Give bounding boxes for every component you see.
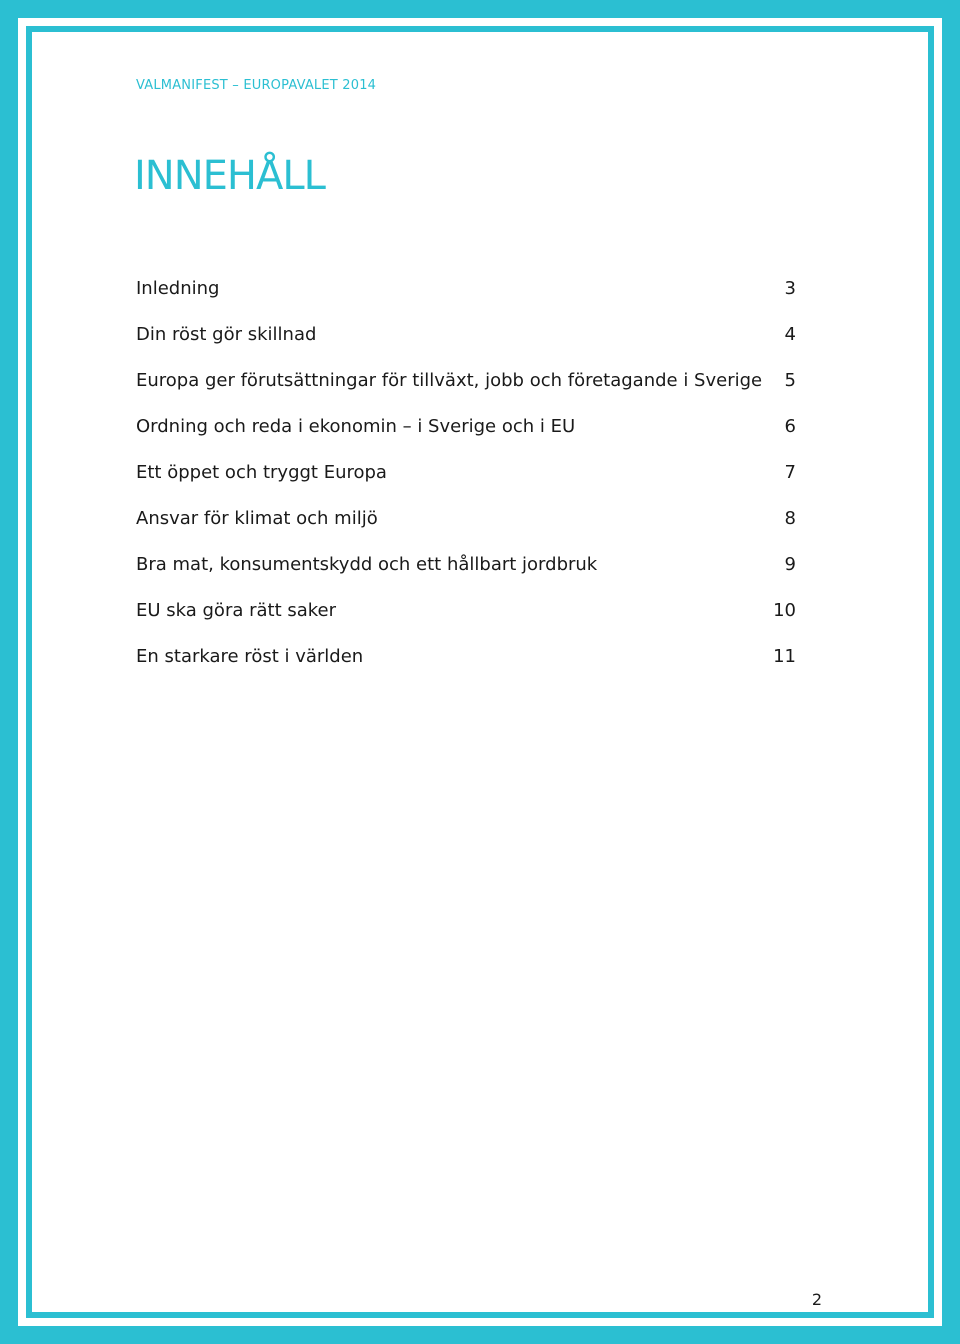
table-of-contents [136,274,796,688]
toc-entry-din-rost[interactable] [136,320,796,366]
toc-entry-europa-tillvaxt[interactable] [136,366,796,412]
document-header: VALMANIFEST – EUROPAVALET 2014 [136,78,377,93]
toc-entry-page: 9 [784,554,796,575]
page-number: 2 [811,1290,822,1309]
page-title: INNEHÅLL [134,153,325,199]
toc-entry-title: En starkare röst i världen [136,646,364,667]
toc-entry-inledning[interactable] [136,274,796,320]
toc-entry-page: 4 [784,324,796,345]
toc-entry-page: 5 [784,370,796,391]
toc-entry-page: 6 [784,416,796,437]
toc-entry-title: Inledning [136,278,220,299]
toc-entry-title: EU ska göra rätt saker [136,600,337,621]
toc-entry-title: Ordning och reda i ekonomin – i Sverige och i EU [136,416,576,437]
toc-entry-title: Bra mat, konsumentskydd och ett hållbart jordbruk [136,554,598,575]
toc-entry-title: Europa ger förutsättningar för tillväxt, jobb och företagande i Sverige [136,370,763,391]
toc-entry-page: 7 [784,462,796,483]
toc-entry-oppet-europa[interactable] [136,458,796,504]
toc-entry-klimat-miljo[interactable] [136,504,796,550]
toc-entry-rost-varlden[interactable] [136,642,796,688]
toc-entry-page: 10 [773,600,796,621]
toc-entry-ratt-saker[interactable] [136,596,796,642]
toc-entry-ekonomin[interactable] [136,412,796,458]
toc-entry-title: Din röst gör skillnad [136,324,317,345]
toc-entry-page: 11 [773,646,796,667]
toc-entry-title: Ett öppet och tryggt Europa [136,462,387,483]
toc-entry-title: Ansvar för klimat och miljö [136,508,378,529]
toc-entry-page: 3 [784,278,796,299]
toc-entry-page: 8 [784,508,796,529]
toc-entry-mat-jordbruk[interactable] [136,550,796,596]
